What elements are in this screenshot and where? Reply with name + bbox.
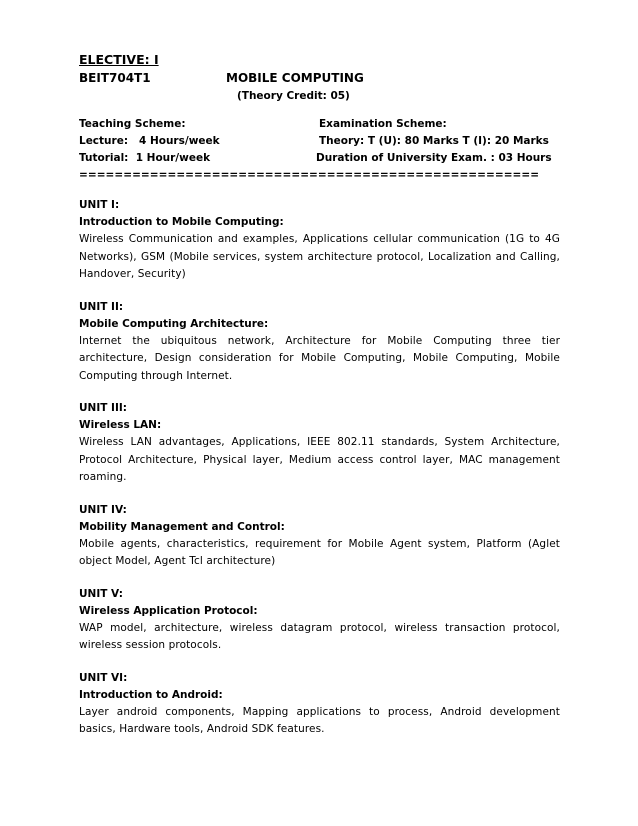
syllabus-page	[79, 50, 560, 739]
unit-body: Wireless LAN advantages, Applications, IEEE 802.11 standards, System Architecture, Protocol Architecture, Physical layer, Medium access control layer, MAC management roaming.	[79, 436, 560, 483]
lecture-row	[79, 133, 560, 150]
divider-line: ====================================================	[79, 169, 540, 181]
theory-credit: (Theory Credit: 05)	[237, 90, 350, 102]
unit-title: Introduction to Mobile Computing:	[79, 216, 284, 228]
theory-marks: Theory: T (U): 80 Marks T (I): 20 Marks	[319, 135, 549, 147]
teaching-scheme-heading: Teaching Scheme:	[79, 118, 186, 130]
tutorial-hours: Tutorial: 1 Hour/week	[79, 152, 211, 164]
unit-label: UNIT V:	[79, 587, 123, 600]
unit-title: Wireless Application Protocol:	[79, 604, 258, 617]
unit-label: UNIT III:	[79, 402, 127, 414]
elective-heading	[79, 50, 560, 69]
tutorial-row	[79, 150, 560, 167]
course-code: BEIT704T1	[79, 71, 151, 85]
unit-title: Mobile Computing Architecture:	[79, 317, 269, 330]
unit-title: Wireless LAN:	[79, 419, 162, 431]
unit-title: Mobility Management and Control:	[79, 520, 285, 533]
unit-section	[79, 197, 560, 284]
lecture-hours: Lecture: 4 Hours/week	[79, 135, 220, 147]
scheme-heading-row	[79, 116, 560, 133]
unit-body: Internet the ubiquitous network, Architecture for Mobile Computing three tier architecture, Design consideration for Mobile Computing, Mobile Computing, Mobile Computing through Internet.	[79, 334, 560, 382]
units-list	[79, 197, 560, 739]
unit-body: Mobile agents, characteristics, requirement for Mobile Agent system, Platform (Aglet object Model, Agent Tcl architecture)	[79, 537, 560, 567]
scheme-block	[79, 116, 560, 183]
unit-title: Introduction to Android:	[79, 688, 223, 701]
examination-scheme-heading: Examination Scheme:	[319, 118, 447, 130]
course-row	[79, 69, 560, 88]
exam-duration: Duration of University Exam. : 03 Hours	[316, 152, 552, 164]
unit-section	[79, 400, 560, 487]
unit-label: UNIT VI:	[79, 671, 128, 684]
course-title: MOBILE COMPUTING	[226, 71, 364, 85]
unit-label: UNIT II:	[79, 300, 124, 313]
elective-label: ELECTIVE: I	[79, 52, 159, 67]
unit-label: UNIT I:	[79, 199, 120, 211]
unit-body: WAP model, architecture, wireless datagram protocol, wireless transaction protocol, wireless session protocols.	[79, 621, 560, 651]
unit-section	[79, 586, 560, 655]
unit-section	[79, 299, 560, 386]
unit-body: Layer android components, Mapping applications to process, Android development basics, Hardware tools, Android SDK features.	[79, 705, 560, 735]
unit-section	[79, 502, 560, 571]
unit-label: UNIT IV:	[79, 503, 127, 516]
unit-body: Wireless Communication and examples, Applications cellular communication (1G to 4G Networks), GSM (Mobile services, system architecture protocol, Localization and Calling, Handover, Security)	[79, 233, 560, 280]
unit-section	[79, 670, 560, 739]
